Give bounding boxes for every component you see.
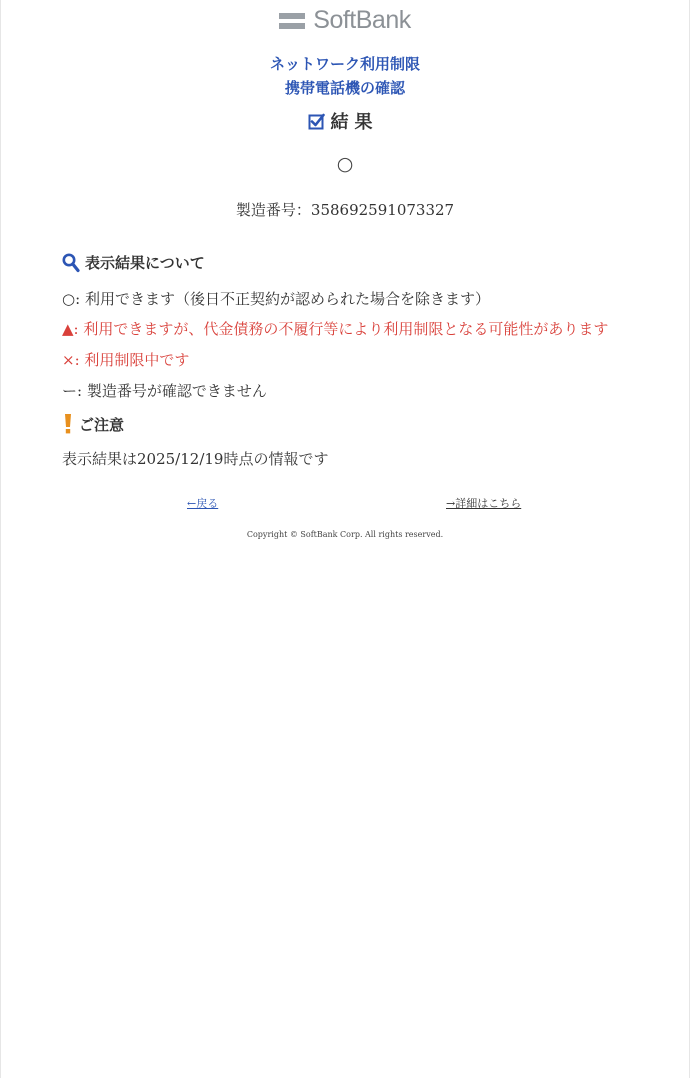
copyright-footer: Copyright © SoftBank Corp. All rights reserved.	[246, 530, 444, 539]
notice-heading	[62, 413, 124, 435]
page-title-line1: ネットワーク利用制限	[269, 55, 420, 73]
legend-heading	[62, 252, 205, 273]
page-title-line2: 携帯電話機の確認	[284, 79, 405, 97]
legend-item-restricted	[62, 349, 189, 370]
notice-heading-label: ご注意	[79, 415, 125, 434]
legend-item-possible-restriction	[62, 318, 608, 339]
result-heading-label: 結果	[330, 112, 379, 133]
softbank-logo	[0, 6, 690, 35]
legend-item-available	[62, 288, 490, 309]
notice-text: 表示結果は2025/12/19時点の情報です	[62, 450, 329, 468]
legend-symbol: ×:	[62, 351, 80, 369]
legend-text: 利用できますが、代金債務の不履行等により利用制限となる可能性があります	[83, 320, 609, 338]
legend-symbol: ▲:	[62, 320, 79, 338]
serial-number-line	[0, 199, 690, 220]
softbank-logo-mark-icon	[279, 10, 305, 32]
legend-symbol: ー:	[62, 382, 83, 400]
legend-item-unknown	[62, 380, 267, 401]
logo-text: SoftBank	[313, 6, 411, 34]
magnifier-icon	[62, 253, 80, 273]
result-heading	[0, 108, 690, 134]
result-status-symbol: ○	[336, 153, 354, 175]
back-link[interactable]: ←戻る	[187, 497, 219, 510]
details-link[interactable]: →詳細はこちら	[446, 497, 522, 510]
serial-number: 358692591073327	[310, 201, 455, 219]
legend-heading-label: 表示結果について	[85, 254, 205, 272]
legend-text: 利用制限中です	[84, 351, 190, 369]
serial-label: 製造番号：	[235, 201, 311, 219]
legend-text: 製造番号が確認できません	[86, 382, 267, 400]
checkbox-checked-icon	[308, 113, 325, 130]
exclamation-icon	[62, 413, 74, 435]
legend-symbol: ○:	[62, 290, 81, 308]
legend-text: 利用できます（後日不正契約が認められた場合を除きます）	[84, 290, 490, 308]
page-title	[0, 52, 690, 100]
